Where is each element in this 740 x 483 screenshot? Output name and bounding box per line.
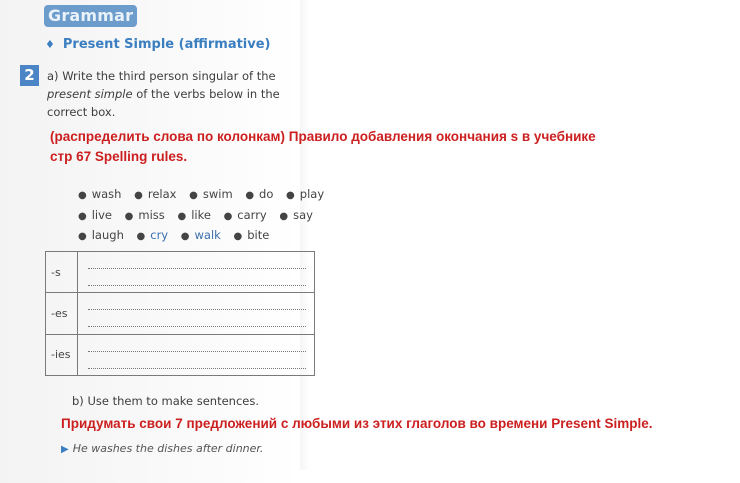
verb-item: ● miss [124,207,165,222]
bullet-icon: ● [177,210,187,222]
exercise-instruction-b: b) Use them to make sentences. [72,394,260,408]
exercise-instruction-a [47,67,297,121]
verb-row-2 [78,206,333,227]
bullet-icon: ● [180,231,190,242]
grammar-badge: Grammar [44,5,137,27]
instruction-suffix: of the verbs below in the correct box. [47,87,280,119]
dotted-line [88,316,306,327]
dotted-line [88,358,306,369]
bullet-icon: ● [245,190,255,201]
verb-item: ● walk [180,228,221,242]
verb-item: ● like [177,207,211,222]
verb-item: ● live [78,207,113,222]
row-label: -es [46,293,78,333]
bullet-icon: ● [233,231,243,242]
bullet-icon: ● [78,231,87,242]
verb-item: ● laugh [78,228,124,242]
dotted-line [88,341,306,352]
verb-row-3 [78,226,333,247]
diamond-icon: ♦ [45,38,55,51]
bullet-icon: ● [124,210,134,222]
verb-item: ● bite [233,228,270,242]
bullet-icon: ● [279,210,289,222]
instruction-italic: present simple [47,87,133,101]
answer-area[interactable] [78,335,314,375]
bullet-icon: ● [78,190,87,201]
ending-table [45,251,315,376]
example-sentence [61,442,263,455]
bullet-icon: ● [136,231,146,242]
bullet-icon: ● [189,190,198,201]
example-text: He washes the dishes after dinner. [72,442,264,455]
bullet-icon: ● [223,210,233,222]
answer-area[interactable] [78,252,314,292]
section-subheading [45,37,271,52]
verb-list [78,185,333,247]
bullet-icon: ● [286,190,295,201]
verb-item: ● wash [78,187,122,201]
verb-row-1 [78,185,333,206]
subheading-text: Present Simple (affirmative) [62,37,271,52]
exercise-number: 2 [20,65,39,86]
table-row [46,293,314,334]
dotted-line [88,258,306,269]
row-label: -s [46,252,78,292]
bullet-icon: ● [78,210,87,222]
verb-item: ● play [286,187,325,201]
verb-item: ● say [279,207,313,222]
play-arrow-icon: ▶ [61,444,69,455]
row-label: -ies [46,335,78,375]
table-row [46,335,314,375]
instruction-prefix: a) Write the third person singular of the [47,69,276,83]
answer-area[interactable] [78,293,314,333]
teacher-note-1: (распределить слова по колонкам) Правило добавления окончания s в учебнике стр 67 Spelling rules. [50,129,596,164]
table-row [46,252,314,293]
teacher-note-2: Придумать свои 7 предложений с любыми из этих глаголов во времени Present Simple. [61,416,653,431]
dotted-line [88,275,306,286]
verb-item: ● relax [134,187,177,201]
verb-item: ● cry [136,228,169,242]
verb-item: ● swim [189,187,233,201]
dotted-line [88,299,306,310]
bullet-icon: ● [134,190,143,201]
verb-item: ● do [245,187,274,201]
verb-item: ● carry [223,207,267,222]
